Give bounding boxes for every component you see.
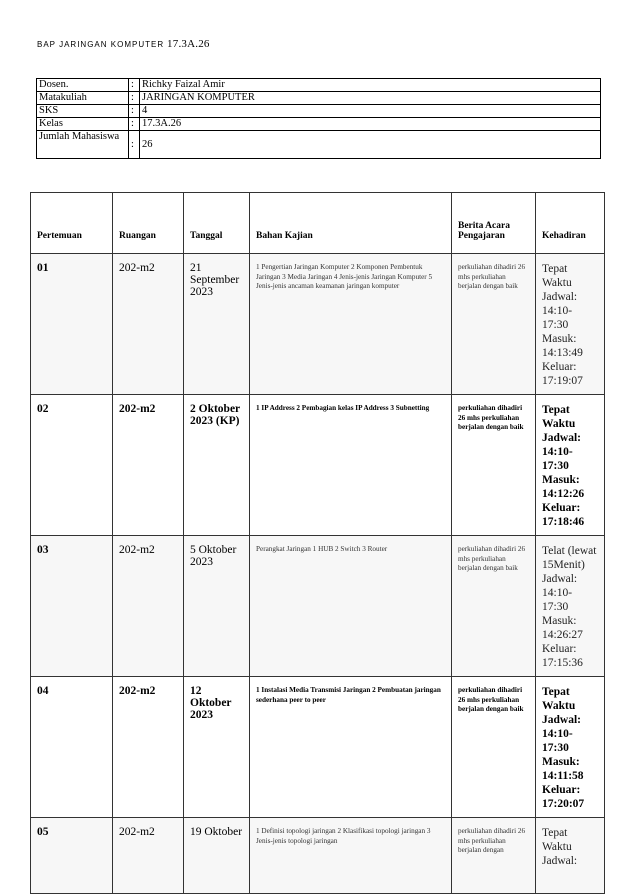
table-header-row: [31, 193, 605, 254]
info-separator: :: [129, 92, 140, 105]
kehadiran-status: Tepat Waktu: [542, 827, 572, 853]
title-prefix: BAP JARINGAN KOMPUTER: [37, 40, 165, 49]
info-separator: :: [129, 105, 140, 118]
header-ruangan: Ruangan: [113, 193, 184, 254]
kehadiran-jadwal-label: Jadwal:: [542, 573, 578, 585]
kehadiran-keluar-label: Keluar:: [542, 643, 577, 655]
cell-berita-acara: perkuliahan dihadiri 26 mhs perkuliahan berjalan dengan baik: [452, 254, 536, 395]
info-label: Jumlah Mahasiswa: [37, 131, 129, 159]
table-row: [31, 395, 605, 536]
cell-pertemuan: 01: [31, 254, 113, 395]
cell-kehadiran: [536, 536, 605, 677]
kehadiran-jadwal-value: 14:10-17:30: [542, 305, 573, 331]
cell-kehadiran: [536, 254, 605, 395]
cell-kehadiran: [536, 818, 605, 894]
kehadiran-masuk-label: Masuk:: [542, 615, 577, 627]
cell-tanggal: 2 Oktober 2023 (KP): [184, 395, 250, 536]
kehadiran-masuk-label: Masuk:: [542, 474, 580, 486]
kehadiran-jadwal-value: 14:10-17:30: [542, 728, 573, 754]
cell-bahan-kajian: Perangkat Jaringan 1 HUB 2 Switch 3 Router: [250, 536, 452, 677]
header-berita-acara: Berita Acara Pengajaran: [452, 193, 536, 254]
kehadiran-keluar-label: Keluar:: [542, 502, 581, 514]
cell-ruangan: 202-m2: [113, 677, 184, 818]
info-row-jumlah-mahasiswa: [37, 131, 601, 159]
kehadiran-keluar-label: Keluar:: [542, 784, 581, 796]
info-label: Matakuliah: [37, 92, 129, 105]
cell-bahan-kajian: 1 Definisi topologi jaringan 2 Klasifikasi topologi jaringan 3 Jenis-jenis topologi jaringan: [250, 818, 452, 894]
kehadiran-masuk-value: 14:13:49: [542, 347, 583, 359]
kehadiran-keluar-value: 17:15:36: [542, 657, 583, 669]
kehadiran-status: Tepat Waktu: [542, 686, 576, 712]
kehadiran-status: Tepat Waktu: [542, 263, 572, 289]
header-tanggal: Tanggal: [184, 193, 250, 254]
kehadiran-masuk-value: 14:12:26: [542, 488, 585, 500]
info-separator: :: [129, 118, 140, 131]
kehadiran-status: Tepat Waktu: [542, 404, 576, 430]
kehadiran-masuk-value: 14:26:27: [542, 629, 583, 641]
info-row-kelas: [37, 118, 601, 131]
kehadiran-jadwal-label: Jadwal:: [542, 291, 578, 303]
info-label: Dosen.: [37, 79, 129, 92]
info-value: 17.3A.26: [140, 118, 601, 131]
cell-ruangan: 202-m2: [113, 818, 184, 894]
kehadiran-masuk-label: Masuk:: [542, 756, 580, 768]
cell-bahan-kajian: 1 Pengertian Jaringan Komputer 2 Komponen Pembentuk Jaringan 3 Media Jaringan 4 Jenis-jenis Jaringan Komputer 5 Jenis-jenis ancaman keamanan jaringan komputer: [250, 254, 452, 395]
info-value: 26: [140, 131, 601, 159]
kehadiran-masuk-label: Masuk:: [542, 333, 577, 345]
kehadiran-jadwal-label: Jadwal:: [542, 714, 581, 726]
kehadiran-keluar-value: 17:18:46: [542, 516, 585, 528]
cell-tanggal: 21 September 2023: [184, 254, 250, 395]
cell-pertemuan: 03: [31, 536, 113, 677]
table-row: [31, 254, 605, 395]
kehadiran-keluar-label: Keluar:: [542, 361, 577, 373]
kehadiran-keluar-value: 17:20:07: [542, 798, 585, 810]
kehadiran-jadwal-value: 14:10-17:30: [542, 587, 573, 613]
kehadiran-jadwal-label: Jadwal:: [542, 432, 581, 444]
course-info-table: [36, 78, 601, 159]
info-row-sks: [37, 105, 601, 118]
cell-berita-acara: perkuliahan dihadiri 26 mhs perkuliahan berjalan dengan baik: [452, 395, 536, 536]
cell-bahan-kajian: 1 Instalasi Media Transmisi Jaringan 2 Pembuatan jaringan sederhana peer to peer: [250, 677, 452, 818]
header-kehadiran: Kehadiran: [536, 193, 605, 254]
cell-kehadiran: [536, 677, 605, 818]
cell-pertemuan: 05: [31, 818, 113, 894]
cell-tanggal: 12 Oktober 2023: [184, 677, 250, 818]
kehadiran-keluar-value: 17:19:07: [542, 375, 583, 387]
info-separator: :: [129, 79, 140, 92]
cell-tanggal: 5 Oktober 2023: [184, 536, 250, 677]
cell-bahan-kajian: 1 IP Address 2 Pembagian kelas IP Address 3 Subnetting: [250, 395, 452, 536]
info-value: 4: [140, 105, 601, 118]
cell-berita-acara: perkuliahan dihadiri 26 mhs perkuliahan berjalan dengan baik: [452, 536, 536, 677]
kehadiran-masuk-value: 14:11:58: [542, 770, 584, 782]
kehadiran-jadwal-value: 14:10-17:30: [542, 446, 573, 472]
kehadiran-jadwal-label: Jadwal:: [542, 855, 578, 867]
document-title: [37, 38, 210, 50]
kehadiran-status: Telat (lewat 15Menit): [542, 545, 597, 571]
cell-ruangan: 202-m2: [113, 254, 184, 395]
meeting-log-table: [30, 192, 605, 894]
info-row-dosen: [37, 79, 601, 92]
info-value: JARINGAN KOMPUTER: [140, 92, 601, 105]
cell-ruangan: 202-m2: [113, 395, 184, 536]
info-label: Kelas: [37, 118, 129, 131]
cell-pertemuan: 04: [31, 677, 113, 818]
table-row: [31, 536, 605, 677]
info-row-matakuliah: [37, 92, 601, 105]
info-value: Richky Faizal Amir: [140, 79, 601, 92]
info-label: SKS: [37, 105, 129, 118]
cell-ruangan: 202-m2: [113, 536, 184, 677]
header-bahan-kajian: Bahan Kajian: [250, 193, 452, 254]
header-pertemuan: Pertemuan: [31, 193, 113, 254]
title-code: 17.3A.26: [167, 38, 210, 50]
info-separator: :: [129, 131, 140, 159]
cell-berita-acara: perkuliahan dihadiri 26 mhs perkuliahan berjalan dengan baik: [452, 677, 536, 818]
table-row: [31, 818, 605, 894]
cell-kehadiran: [536, 395, 605, 536]
cell-pertemuan: 02: [31, 395, 113, 536]
table-row: [31, 677, 605, 818]
cell-tanggal: 19 Oktober: [184, 818, 250, 894]
cell-berita-acara: perkuliahan dihadiri 26 mhs perkuliahan berjalan dengan: [452, 818, 536, 894]
